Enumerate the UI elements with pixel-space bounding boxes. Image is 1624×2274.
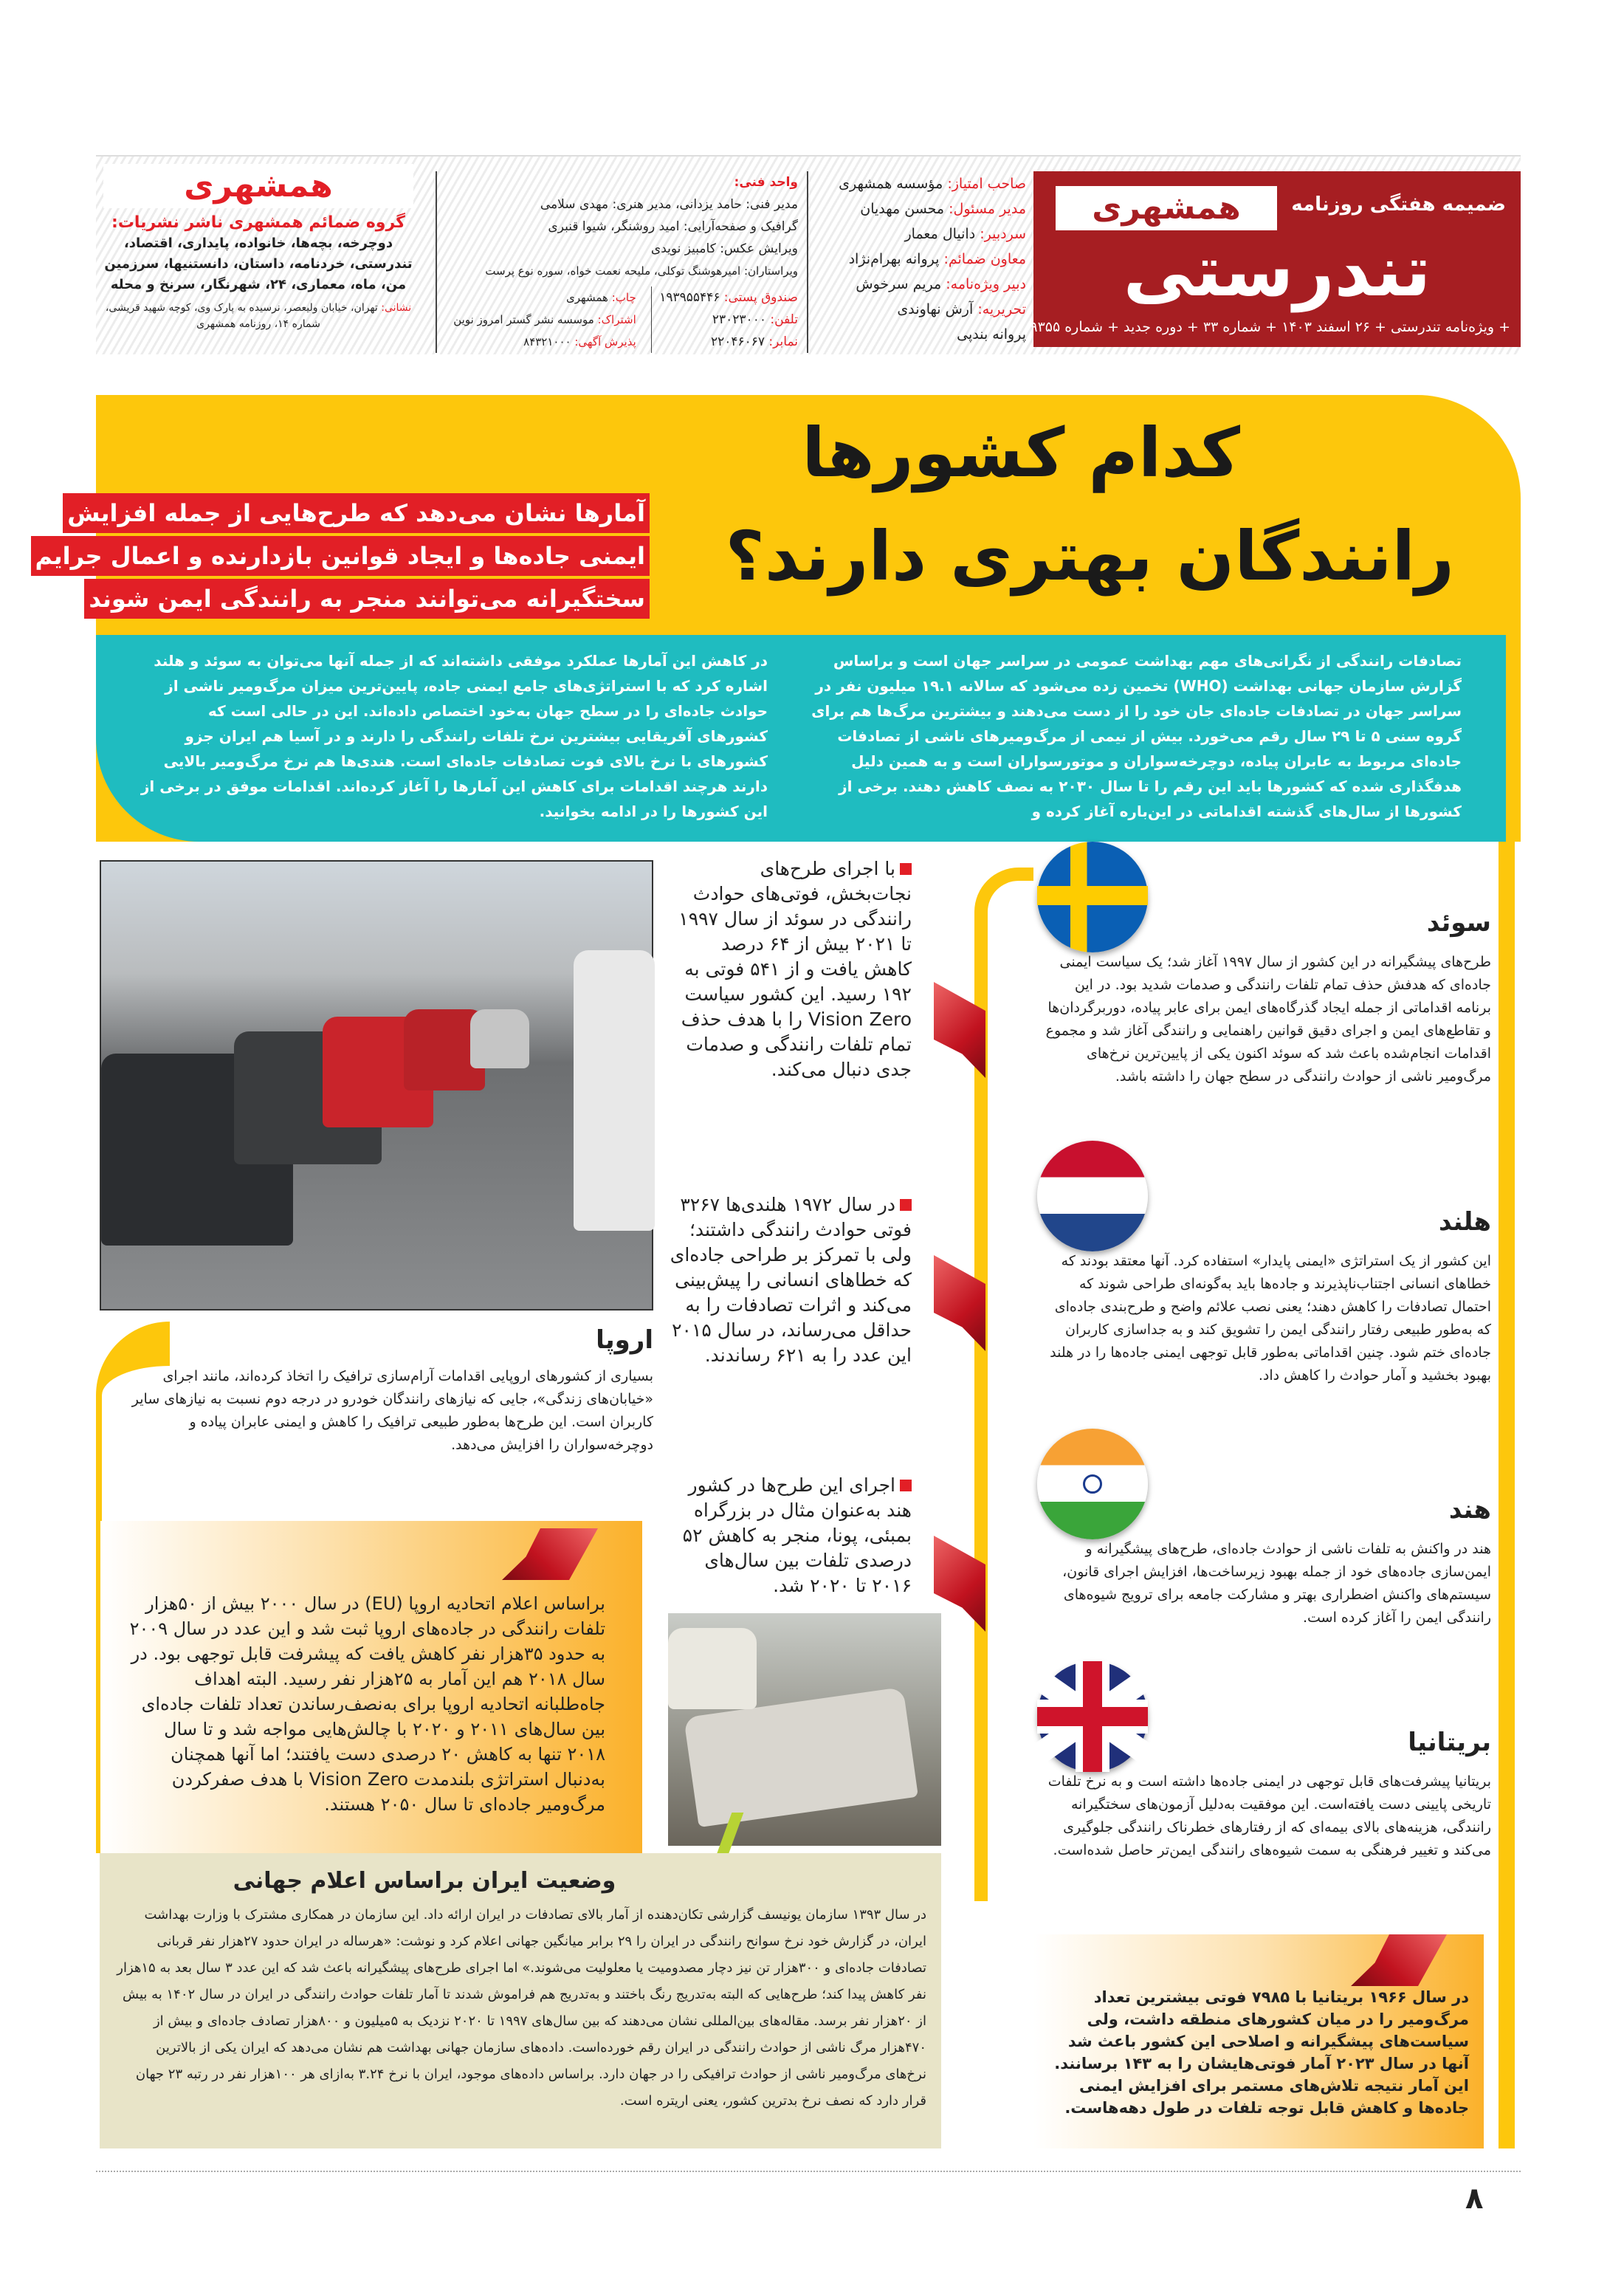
contact-value: ۱۹۳۹۵۵۴۴۶ [659,290,720,305]
publisher-titles: دوچرخه، بچه‌ها، خانواده، پایداری، اقتصاد، تندرستی، خردنامه، داستان، دانستنیها، سرزمین من، ماه، معماری، ۲۴، شهرنگار، سرنخ و محله [104,236,413,292]
traffic-photo [100,860,653,1311]
contact-label: تلفن: [770,312,798,327]
quote-netherlands [668,1192,912,1368]
contact-label: نمابر: [768,334,798,349]
contact-value: موسسه نشر گستر امروز نوین [453,313,594,326]
eu-stat-box: براساس اعلام اتحادیه اروپا (EU) در سال ۲۰۰۰ بیش از ۵۰هزار تلفات رانندگی در جاده‌های اروپا ثبت شد و این عدد در سال ۲۰۰۹ به حدود ۳۵هزار نفر کاهش یافت که پیشرفت قابل توجهی بود. در سال ۲۰۱۸ هم این آمار به ۲۵هزار نفر رسید. البته اهداف جاه‌طلبانه اتحادیه اروپا برای به‌نصف‌رساندن تعداد تلفات جاده‌ای بین سال‌های ۲۰۱۱ و ۲۰۲۰ با چالش‌هایی مواجه شد و تا سال ۲۰۱۸ تنها به کاهش ۲۰ درصدی دست یافتند؛ اما آنها همچنان به‌دنبال استراتژی بلندمدت Vision Zero با هدف صفرکردن مرگ‌ومیر جاده‌ای تا سال ۲۰۵۰ هستند. [96,1521,642,1853]
hamshahri-logo: همشهری [103,164,413,208]
bullet-icon [900,1199,912,1211]
quote-sweden [668,856,912,1082]
publisher-heading: گروه ضمائم همشهری ناشر نشریات: [111,213,405,232]
publisher-box [96,164,421,332]
country-text: هند در واکنش به تلفات ناشی از حوادث جاده‌ای، طرح‌های پیشگیرانه و ایمن‌سازی جاده‌های خود از جمله بهبود زیرساخت‌ها، افزایش اجرای قانون، سیستم‌های واکنش اضطراری بهتر و مشارکت جامعه برای ترویج شیوه‌های رانندگی ایمن را آغاز کرده است. [1062,1541,1491,1626]
intro-column-1: تصادفات رانندگی از نگرانی‌های مهم بهداشت عمومی در سراسر جهان است و براساس گزارش سازمان جهانی بهداشت (WHO) تخمین زده می‌شود که سالانه ۱۹.۱ میلیون نفر در سراسر جهان در تصادفات جاده‌ای جان خود را از دست می‌دهند و بیشترین مرگ‌ها هم برای گروه سنی ۵ تا ۲۹ سال رقم می‌خورد. بیش از نیمی از مرگ‌ومیرهای ناشی از تصادفات جاده‌ای مربوط به عابران پیاده، دوچرخه‌سواران و موتورسواران است و به همین دلیل هدفگذاری شده که کشورها باید این رقم را تا سال ۲۰۳۰ به نصف کاهش دهند. برخی از کشورها از سال‌های گذشته اقداماتی در این‌باره آغاز کرده و [811,652,1462,820]
staff-entry [819,221,1026,247]
staff-entry [819,171,1026,196]
staff-role: معاون ضمائم: [943,251,1026,267]
headline-line2: رانندگان بهتری دارند؟ [725,517,1454,596]
page-number: ۸ [1465,2182,1484,2216]
country-heading: هلند [1439,1207,1491,1237]
country-netherlands [1037,1207,1491,1387]
supplement-label: ضمیمه هفتگی روزنامه [1291,193,1506,216]
staff-role: تحریریه: [977,301,1026,317]
iran-box [100,1853,941,2148]
staff-entry [819,272,1026,297]
staff-entry [819,322,1026,347]
staff-entry [819,196,1026,221]
subtitle [35,493,650,622]
staff-role: صاحب امتیاز: [947,176,1026,192]
staff-name: مؤسسه همشهری [839,176,943,192]
country-heading: بریتانیا [1408,1728,1491,1757]
tech-line: مدیر فنی: حامد یزدانی، مدیر هنری: مهدی سلامی [540,197,798,212]
contacts [651,286,798,353]
section-name: تندرستی [1123,230,1431,312]
contact-entry [446,286,636,309]
contact-value: ۲۳۰۲۳۰۰۰ [712,312,766,327]
tech-line: ویراستاران: امیرهوشنگ توکلی، ملیحه نعمت خواه، سوره نوع پرست [485,264,798,278]
country-text: طرح‌های پیشگیرانه در این کشور از سال ۱۹۹۷ آغاز شد؛ یک سیاست ایمنی جاده‌ای که هدفش حذف تمام تلفات رانندگی و صدمات شدید بود. در این برنامه اقداماتی از جمله ایجاد گذرگاه‌های ایمن برای عابر پیاده، دوربرگردان‌ها و تقاطع‌های ایمن و اجرای دقیق قوانین راهنمایی و رانندگی آغاز شد و مجموع اقدامات انجام‌شده باعث شد که سوئد اکنون یکی از پایین‌ترین نرخ‌های مرگ‌ومیر ناشی از حوادث رانندگی در سطح جهان را داشته باشد. [1045,954,1491,1085]
contact-value: ۸۴۳۲۱۰۰۰ [523,335,571,348]
contact-value: همشهری [566,291,608,304]
subtitle-line: آمارها نشان می‌دهد که طرح‌هایی از جمله افزایش [63,493,650,533]
europe-text: بسیاری از کشورهای اروپایی اقدامات آرام‌سازی ترافیک را اتخاذ کرده‌اند، مانند اجرای «خیابان‌های زندگی»، جایی که نیازهای رانندگان خودرو در درجه دوم نسبت به نیازهای سایر کاربران است. این طرح‌ها به‌طور طبیعی ترافیک را کاهش و ایمنی عابران پیاده و دوچرخه‌سواران را افزایش می‌دهد. [131,1368,653,1453]
issue-line: + ویژه‌نامه تندرستی + ۲۶ اسفند ۱۴۰۳ + شماره ۳۳ + دوره جدید + شماره ۹۳۵۵ [1030,319,1510,335]
intro-column-2: در کاهش این آمارها عملکرد موفقی داشته‌اند که از جمله آنها می‌توان به سوئد و هلند اشاره کرد که با استراتژی‌های جامع ایمنی جاده، پایین‌ترین میزان مرگ‌ومیر ناشی از حوادث جاده‌ای را در سطح جهان به‌خود اختصاص داده‌اند. این در حالی است که کشورهای آفریقایی بیشترین نرخ تلفات رانندگی را دارند و در آسیا هم ایران جزو کشورهای با نرخ بالای فوت تصادفات جاده‌ای است. هندی‌ها هم نرخ مرگ‌ومیر بالایی دارند هرچند اقدامات برای کاهش این آمارها را آغاز کرده‌اند. اقدامات موفق در برخی از این کشورها را در ادامه بخوانید. [140,652,768,820]
yellow-side-stripe [1499,842,1515,2148]
country-sweden [1037,908,1491,1088]
staff-role: سردبیر: [980,226,1026,242]
masthead-brand [1030,171,1521,347]
country-heading: هند [1448,1495,1491,1525]
staff-name: محسن مهدیان [860,201,945,217]
quote-text: در سال ۱۹۷۲ هلندی‌ها ۳۲۶۷ فوتی حوادث رانندگی داشتند؛ ولی با تمرکز بر طراحی جاده‌ای که خطاهای انسانی را پیش‌بینی می‌کند و اثرات تصادفات را به حداقل می‌رساند، در سال ۲۰۱۵ این عدد را به ۶۲۱ رساندند. [670,1194,912,1366]
contact-entry [446,331,636,353]
staff-entry [819,247,1026,272]
staff-name: پروانه بهرام‌نژاد [848,251,940,267]
staff-entry [819,297,1026,322]
contact-label: صندوق پستی: [723,290,798,305]
staff-role: مدیر مسئول: [949,201,1026,217]
uk-stat-box: در سال ۱۹۶۶ بریتانیا با ۷۹۸۵ فوتی بیشترین تعداد مرگ‌ومیر را در میان کشورهای منطقه داشت، ولی سیاست‌های پیشگیرانه و اصلاحی این کشور باعث شد آنها در سال ۲۰۲۳ آمار فوتی‌هایشان را به ۱۴۳ برسانند. این آمار نتیجه تلاش‌های مستمر برای افزایش ایمنی جاده‌ها و کاهش قابل توجه تلفات در طول دهه‌هاست. [1033,1934,1484,2148]
intro-box [96,635,1506,842]
headline-line1: کدام کشورها [802,413,1240,492]
iran-heading: وضعیت ایران براساس اعلام جهانی [233,1868,616,1894]
quote-text: اجرای این طرح‌ها در کشور هند به‌عنوان مثال در بزرگراه بمبئی، پونا، منجر به کاهش ۵۲ درصدی تلفات بین سال‌های ۲۰۱۶ تا ۲۰۲۰ شد. [682,1474,912,1596]
staff-name: آرش نهاوندی [897,301,974,317]
print-info [446,286,636,353]
country-heading: سوئد [1426,908,1491,938]
address: تهران، خیابان ولیعصر، نرسیده به پارک وی، کوچه شهید قریشی، شماره ۱۴، روزنامه همشهری [105,302,378,330]
subtitle-line: ایمنی جاده‌ها و ایجاد قوانین بازدارنده و اعمال جرایم [31,536,650,576]
contact-label: پذیرش آگهی: [574,335,636,348]
technical-unit [436,171,808,353]
contact-value: ۲۲۰۴۶۰۶۷ [710,334,765,349]
contact-entry [652,331,798,353]
staff-name: دانیال معمار [904,226,976,242]
hamshahri-logo: همشهری [1056,186,1277,230]
tech-heading: واحد فنی: [734,175,798,190]
contact-entry [446,309,636,331]
subtitle-line: سختگیرانه می‌توانند منجر به رانندگی ایمن شوند [84,579,650,619]
address-label: نشانی: [381,302,412,314]
tech-line: گرافیک و صفحه‌آرایی: امید روشنگر، شیوا قنبری [548,219,798,234]
staff-list [819,171,1026,347]
country-india [1037,1495,1491,1629]
europe-section [111,1325,653,1457]
contact-label: چاپ: [611,291,636,304]
quote-india [668,1473,912,1598]
footer-divider [96,2171,1521,2172]
staff-name: پروانه بندپی [957,326,1026,343]
bullet-icon [900,1480,912,1491]
contact-label: اشتراک: [597,313,636,326]
bullet-icon [900,863,912,875]
crash-photo [668,1613,941,1846]
contact-entry [652,286,798,309]
staff-name: مریم سرخوش [856,276,942,292]
staff-role: دبیر ویژه‌نامه: [946,276,1026,292]
country-uk [1037,1728,1491,1862]
tech-line: ویرایش عکس: کامبیز نویدی [650,241,798,256]
country-text: بریتانیا پیشرفت‌های قابل توجهی در ایمنی جاده‌ها داشته است و به نرخ تلفات تاریخی پایینی دست یافته‌است. این موفقیت به‌دلیل آزمون‌های سختگیرانه رانندگی، هزینه‌های بالای بیمه‌ای که از رفتارهای خطرناک رانندگی جلوگیری می‌کند و تغییر فرهنگی به سمت شیوه‌های رانندگی ایمن‌تر حاصل شده‌است. [1047,1773,1491,1858]
country-text: این کشور از یک استراتژی «ایمنی پایدار» استفاده کرد. آنها معتقد بودند که خطاهای انسانی اجتناب‌ناپذیرند و جاده‌ها باید به‌گونه‌ای طراحی شوند که احتمال تصادفات را کاهش دهند؛ یعنی نصب علائم واضح و طرح‌بندی جاده‌ای که به‌طور طبیعی رفتار رانندگی ایمن را تشویق کند و به جداسازی کاربران جاده‌ای ختم شود. چنین اقداماتی به‌طور قابل توجهی ایمنی جاده‌ها را در هلند بهبود بخشید و آمار حوادث را کاهش داد. [1050,1253,1491,1384]
contact-entry [652,309,798,331]
iran-text: در سال ۱۳۹۳ سازمان یونیسف گزارشی تکان‌دهنده از آمار بالای تصادفات در ایران ارائه داد. این سازمان در همکاری مشترک با وزارت بهداشت ایران، در گزارش خود نرخ سوانح رانندگی در ایران را ۲۹ برابر میانگین جهانی اعلام کرد و نوشت: «هرساله در ایران حدود ۲۷هزار نفر قربانی تصادفات جاده‌ای و ۳۰۰هزار تن نیز دچار مصدومیت یا معلولیت می‌شوند.» اما اجرای طرح‌های پیشگیرانه باعث شد که این عدد ۳ سال بعد به ۱۵هزار نفر کاهش پیدا کند؛ طرح‌هایی که البته به‌تدریج رنگ باختند و به‌تدریج هم فراموش شدند تا آمار تلفات حوادث رانندگی در ایران در سال ۱۴۰۲ به بیش از ۲۰هزار نفر برسد. مقاله‌های بین‌المللی نشان می‌دهند که بین سال‌های ۱۹۹۷ تا ۲۰۲۰ نزدیک به ۵میلیون و ۸۰۰هزار تصادف جاده‌ای و بیش از ۴۷۰هزار مرگ ناشی از حوادث رانندگی در ایران رقم خورده‌است. داده‌های سازمان جهانی بهداشت هم نشان می‌دهد که ایران یکی از بالاترین نرخ‌های مرگ‌ومیر ناشی از حوادث ترافیکی را در جهان دارد. براساس داده‌های موجود، ایران با نرخ ۳.۲۴ به‌ازای هر ۱۰۰هزار نفر در رتبه ۲۳ جهان قرار دارد که نصف نرخ بدترین کشور، یعنی اریتره است. [117,1907,926,2109]
quote-text: با اجرای طرح‌های نجات‌بخش، فوتی‌های حوادث رانندگی در سوئد از سال ۱۹۹۷ تا ۲۰۲۱ بیش از ۶۴ درصد کاهش یافت و از ۵۴۱ فوتی به ۱۹۲ رسید. این کشور سیاست Vision Zero را با هدف حذف تمام تلفات رانندگی و صدمات جدی دنبال می‌کند. [678,858,912,1080]
europe-heading: اروپا [596,1325,653,1355]
